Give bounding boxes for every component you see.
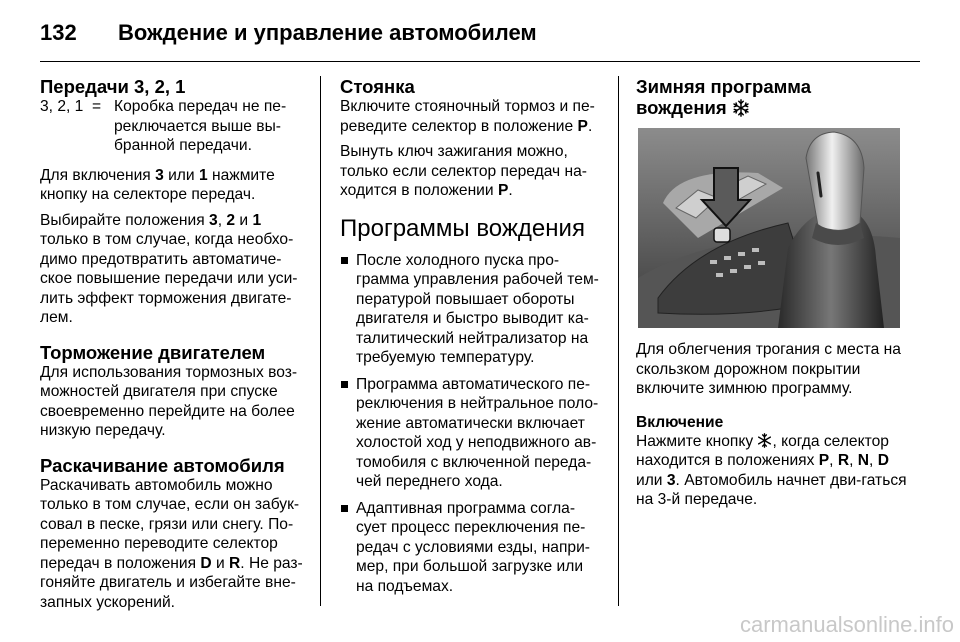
programs-heading: Программы вождения [340, 214, 585, 242]
list-item [340, 499, 602, 597]
page-title: Вождение и управление автомобилем [118, 20, 537, 45]
parking-paragraph-2 [340, 142, 602, 201]
rocking-heading: Раскачивание автомобиля [40, 454, 285, 476]
text-run: , когда селектор находится в положениях [636, 432, 889, 469]
gear-p-label: P [497, 182, 509, 199]
text-run: . Не раз-гоняйте двигатель и избегайте вне-запных ускорений. [40, 554, 303, 611]
text-run: нажмите кнопку на селекторе передач. [40, 166, 275, 203]
gear-2-label: 2 [226, 211, 236, 229]
text-run: Выбирайте положения [40, 211, 210, 229]
gear-3-label: 3 [209, 211, 218, 229]
winter-heading-line-1: Зимняя программа [636, 76, 812, 97]
programs-list [340, 251, 602, 597]
gears-equals: = [92, 98, 102, 115]
text-run: Вынуть ключ зажигания можно, только если селектор передач на-ходится в положении [340, 143, 587, 199]
text-run: , [869, 452, 878, 469]
gear-d-label: D [877, 452, 889, 469]
text-run: или [636, 471, 667, 489]
gear-p-label: P [577, 117, 588, 135]
gear-r-label: R [837, 452, 850, 469]
text-run: Включите стояночный тормоз и пе-реведите селектор в положение [340, 98, 595, 135]
gears-definition [40, 97, 308, 156]
text-run: . Автомобиль начнет дви-гаться на 3-й передаче. [636, 471, 907, 508]
rocking-paragraph [40, 476, 308, 613]
gear-d-label: D [200, 554, 212, 572]
gear-p-label: P [818, 452, 830, 469]
watermark: carmanualsonline.info [739, 612, 954, 637]
gear-3-label: 3 [155, 166, 164, 184]
text-run: , [829, 452, 838, 469]
column-3 [636, 76, 916, 516]
snowflake-icon [757, 433, 772, 448]
text-run: , [849, 452, 858, 469]
page-header [40, 20, 537, 46]
column-1 [40, 76, 308, 618]
parking-heading: Стоянка [340, 76, 415, 97]
list-item-text: После холодного пуска про-грамма управления рабочей тем-пературой повышает обороты двигателя и быстро выводит ка-талитический нейтрализатор на требуемую температуру. [356, 251, 599, 366]
list-item [340, 375, 602, 492]
bullet-square-icon [341, 381, 348, 388]
gears-paragraph-1 [40, 166, 308, 205]
list-item-text: Программа автоматического пе-реключения в нейтральное поло-жение автоматически включает холостой ход у неподвижного ав-томобиля с включенной переда-чей переднего хода. [356, 375, 599, 490]
column-divider-2 [618, 76, 619, 606]
gear-r-label: R [229, 554, 241, 572]
winter-paragraph: Для облегчения трогания с места на скользком дорожном покрытии включите зимнюю программу. [636, 341, 901, 397]
enable-paragraph [636, 432, 916, 510]
gear-n-label: N [857, 452, 870, 469]
winter-heading-line-2: вождения [636, 97, 727, 118]
bullet-square-icon [341, 257, 348, 264]
column-2 [340, 76, 602, 603]
gears-definition-text: Коробка передач не пе-реключается выше вы-бранной передачи. [114, 98, 287, 154]
column-divider-1 [320, 76, 321, 606]
list-item [340, 251, 602, 368]
text-run: и [235, 211, 253, 229]
gears-heading: Передачи 3, 2, 1 [40, 76, 186, 97]
text-run: только в том случае, когда необхо-димо предотвратить автоматиче-ское повышение передачи или уси-лить эффект торможения двигате-лем. [40, 231, 298, 326]
gears-term: 3, 2, 1 [40, 98, 84, 115]
text-run: . [508, 182, 513, 199]
enable-heading: Включение [636, 413, 724, 431]
gear-selector-illustration [638, 128, 900, 328]
text-run: , [217, 211, 227, 229]
page-number: 132 [40, 20, 77, 45]
bullet-square-icon [341, 505, 348, 512]
text-run: или [163, 166, 199, 184]
braking-paragraph: Для использования тормозных воз-можностей двигателя при спуске своевременно перейдите на более низкую передачу. [40, 363, 298, 439]
gear-3-label: 3 [666, 471, 676, 489]
header-rule [40, 61, 920, 62]
list-item-text: Адаптивная программа согла-сует процесс переключения пе-редач с условиями езды, напри-мер, при большой загрузке или на подъемах. [356, 499, 590, 595]
gear-1-label: 1 [198, 166, 208, 184]
snowflake-icon [732, 99, 750, 117]
parking-paragraph-1 [340, 97, 602, 136]
text-run: Нажмите кнопку [636, 432, 758, 450]
gear-1-label: 1 [252, 211, 262, 229]
braking-heading: Торможение двигателем [40, 341, 266, 363]
text-run: Для включения [40, 166, 156, 184]
gears-paragraph-2 [40, 211, 308, 328]
text-run: и [211, 554, 230, 572]
text-run: . [587, 117, 593, 135]
text-run: Раскачивать автомобиль можно только в том случае, если он забук-совал в песке, грязи или снегу. По-переменно переводите селектор передач в положения [40, 476, 300, 572]
winter-heading [636, 76, 916, 118]
